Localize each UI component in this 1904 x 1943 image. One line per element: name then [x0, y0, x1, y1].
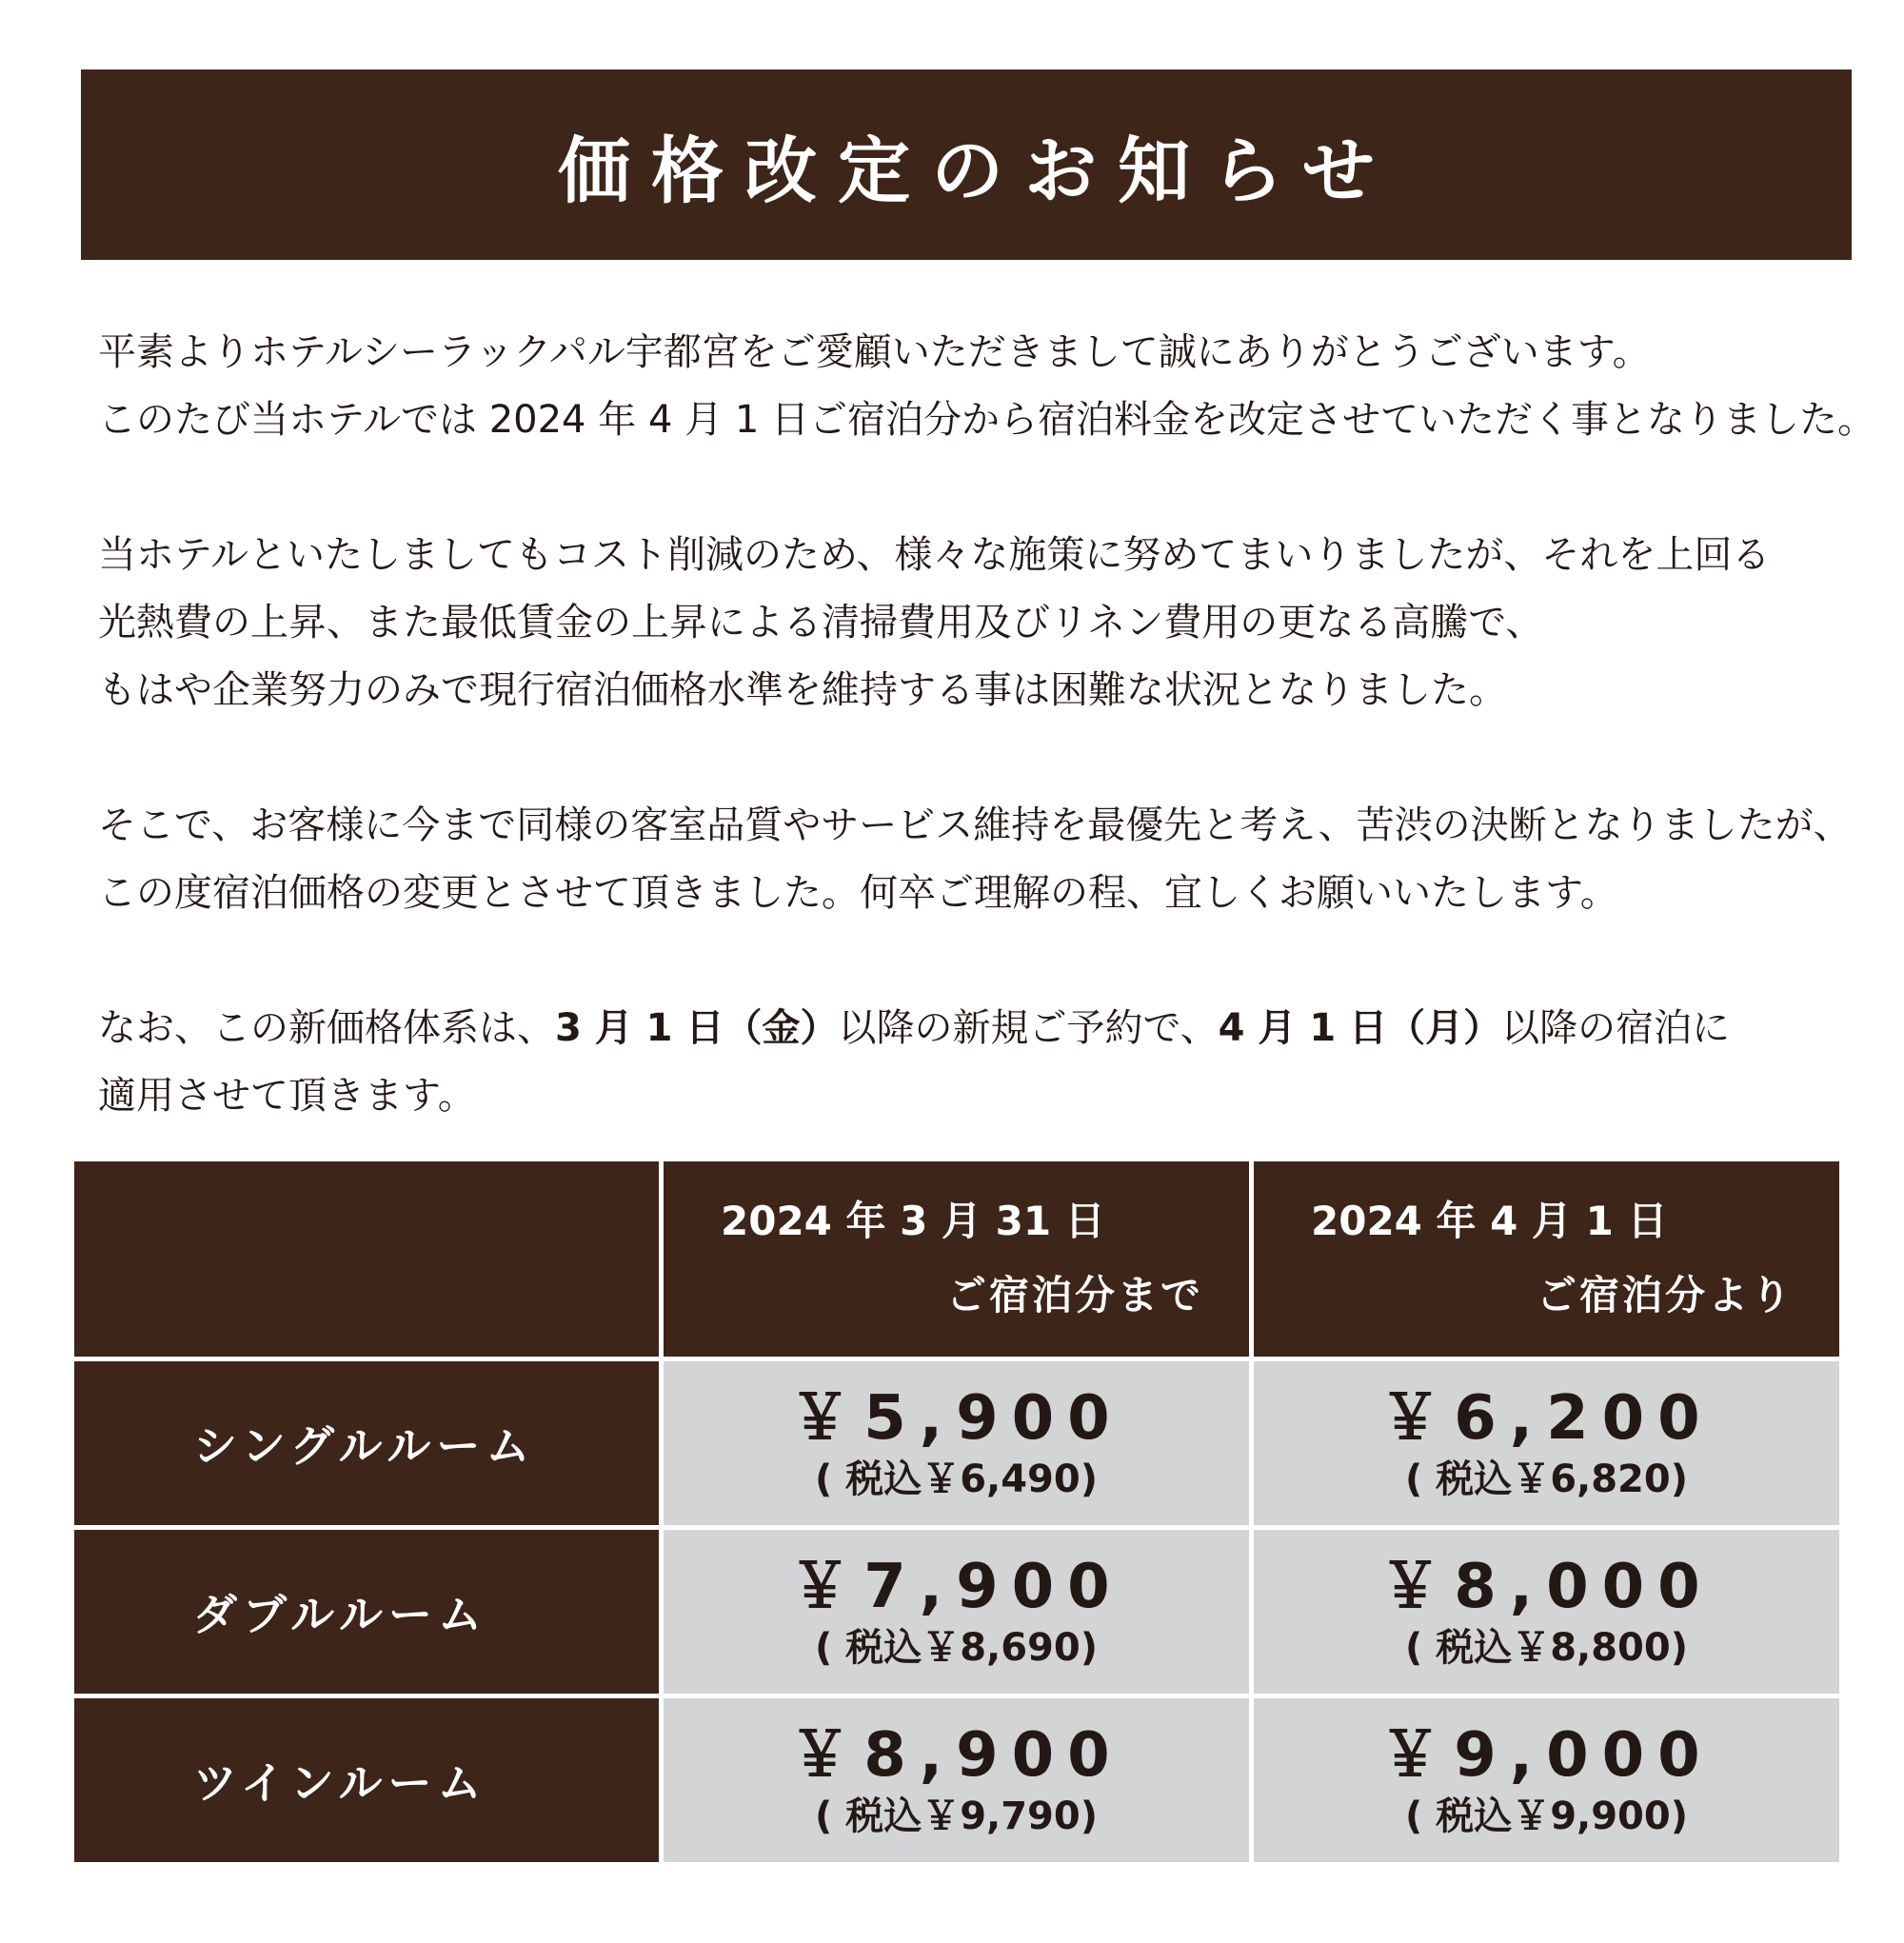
column-header-date: 2024 年 3 月 31 日 [721, 1198, 1105, 1244]
price-amount: ￥8,000 [1379, 1552, 1714, 1622]
text-line: そこで、お客様に今まで同様の客室品質やサービス維持を最優先と考え、苦渋の決断となりましたが、 [98, 803, 1852, 847]
text-line: 光熱費の上昇、また最低賃金の上昇による清掃費用及びリネン費用の更なる高騰で、 [98, 601, 1544, 644]
text-line [98, 995, 1850, 1062]
price-tax-included: ( 税込￥8,800) [1404, 1626, 1688, 1670]
column-header-note: ご宿泊分まで [945, 1272, 1203, 1318]
notice-text: 以降の新規ご予約で、 [838, 1006, 1219, 1050]
price-tax-included: ( 税込￥8,690) [814, 1626, 1098, 1670]
text-line: 当ホテルといたしましてもコスト削減のため、様々な施策に努めてまいりましたが、それを上回る [98, 533, 1771, 577]
price-tax-included: ( 税込￥6,490) [814, 1457, 1098, 1501]
price-tax-included: ( 税込￥9,790) [814, 1794, 1098, 1838]
price-tax-included: ( 税込￥9,900) [1404, 1794, 1688, 1838]
column-header-before [664, 1161, 1249, 1357]
column-header-after [1254, 1161, 1839, 1357]
text-line: 平素よりホテルシーラックパル宇都宮をご愛顧いただきまして誠にありがとうございます。 [98, 330, 1651, 374]
price-amount: ￥6,200 [1379, 1383, 1714, 1454]
title-banner [81, 69, 1852, 260]
room-name-single: シングルルーム [74, 1361, 659, 1525]
price-amount: ￥5,900 [789, 1383, 1123, 1454]
price-cell [1254, 1530, 1839, 1694]
price-table [74, 1161, 1839, 1870]
paragraph-reason [98, 522, 1850, 724]
text-line: この度宿泊価格の変更とさせて頂きました。何卒ご理解の程、宜しくお願いいたします。 [98, 871, 1618, 915]
notice-text: 以降の宿泊に [1501, 1006, 1731, 1050]
paragraph-greeting [98, 319, 1875, 454]
price-tax-included: ( 税込￥6,820) [1404, 1457, 1688, 1501]
column-header-date: 2024 年 4 月 1 日 [1311, 1198, 1668, 1244]
notice-body [98, 319, 1875, 1198]
notice-text: なお、この新価格体系は、 [98, 1006, 555, 1050]
text-line: もはや企業努力のみで現行宿泊価格水準を維持する事は困難な状況となりました。 [98, 668, 1507, 712]
price-cell [1254, 1361, 1839, 1525]
room-name-twin: ツインルーム [74, 1698, 659, 1862]
price-amount: ￥8,900 [789, 1720, 1123, 1791]
table-corner-cell [74, 1161, 659, 1357]
price-cell [664, 1530, 1249, 1694]
text-line: このたび当ホテルでは 2024 年 4 月 1 日ご宿泊分から宿泊料金を改定させていただく事となりました。 [98, 398, 1875, 442]
column-header-note: ご宿泊分より [1536, 1272, 1794, 1318]
price-amount: ￥9,000 [1379, 1720, 1714, 1791]
paragraph-effective-dates [98, 995, 1850, 1130]
text-line: 適用させて頂きます。 [98, 1074, 476, 1118]
stay-start-date: 4 月 1 日（月） [1218, 1006, 1502, 1050]
paragraph-decision [98, 792, 1850, 927]
price-cell [1254, 1698, 1839, 1862]
price-cell [664, 1361, 1249, 1525]
booking-start-date: 3 月 1 日（金） [555, 1006, 839, 1050]
room-name-double: ダブルルーム [74, 1530, 659, 1694]
page-title: 価格改定のお知らせ [558, 128, 1396, 213]
price-cell [664, 1698, 1249, 1862]
price-amount: ￥7,900 [789, 1552, 1123, 1622]
